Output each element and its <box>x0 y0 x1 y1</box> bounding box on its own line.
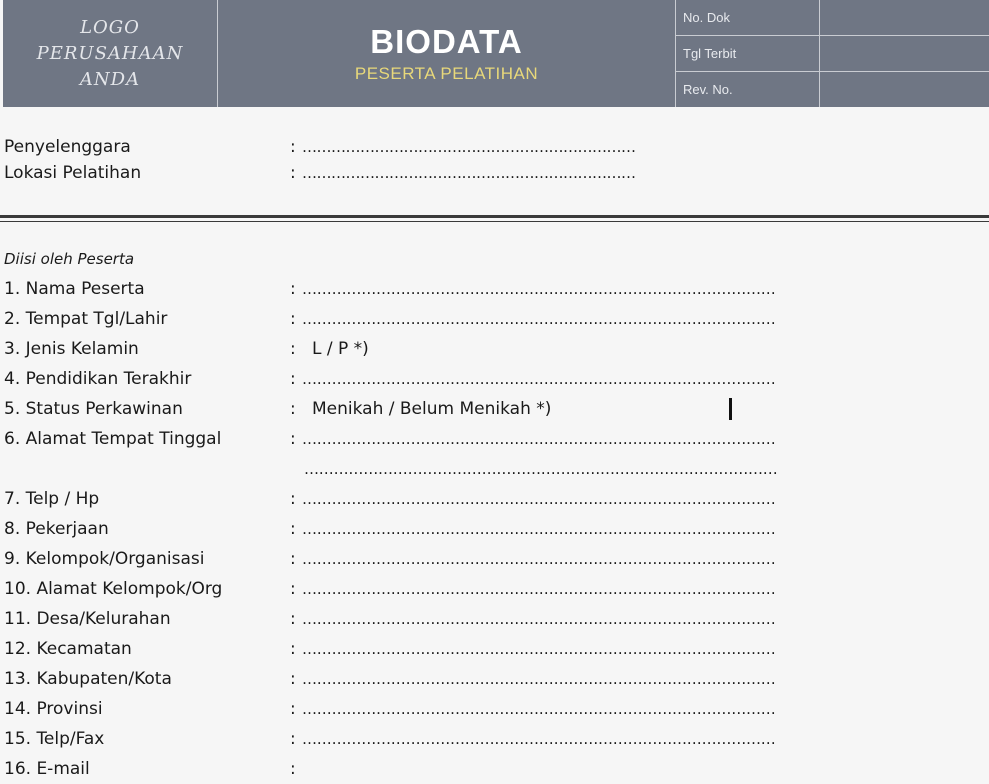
field-label: 16. E-mail <box>4 759 90 779</box>
participant-fields <box>4 274 989 784</box>
title-block <box>218 0 676 107</box>
gender-options[interactable]: L / P *) <box>312 339 369 359</box>
field-row <box>4 754 989 784</box>
field-label: 11. Desa/Kelurahan <box>4 609 171 629</box>
organizer-section <box>4 137 704 189</box>
field-colon: : <box>290 429 296 449</box>
field-label: 15. Telp/Fax <box>4 729 105 749</box>
field-row <box>4 574 989 604</box>
document-header <box>3 0 989 107</box>
fill-in-blank[interactable]: …………………………………………………………… <box>302 138 636 156</box>
field-colon: : <box>290 729 296 749</box>
fill-in-blank[interactable]: …………………………………………………………………………………… <box>302 670 776 688</box>
field-row <box>4 634 989 664</box>
field-label: 14. Provinsi <box>4 699 103 719</box>
field-row <box>4 664 989 694</box>
field-colon: : <box>290 163 296 183</box>
organizer-row <box>4 137 704 163</box>
field-label: 6. Alamat Tempat Tinggal <box>4 429 222 449</box>
field-label: 9. Kelompok/Organisasi <box>4 549 205 569</box>
fill-in-blank[interactable]: …………………………………………………………………………………… <box>302 310 776 328</box>
field-colon: : <box>290 669 296 689</box>
doc-label: Tgl Terbit <box>676 36 820 71</box>
field-label: 12. Kecamatan <box>4 639 132 659</box>
doc-row-tgl-terbit <box>676 36 989 72</box>
field-label: 10. Alamat Kelompok/Org <box>4 579 223 599</box>
fill-in-blank[interactable]: …………………………………………………………… <box>302 164 636 182</box>
fill-in-blank[interactable]: …………………………………………………………………………………… <box>302 610 776 628</box>
field-label: 2. Tempat Tgl/Lahir <box>4 309 168 329</box>
fill-in-blank[interactable]: …………………………………………………………………………………… <box>302 430 776 448</box>
field-row <box>4 364 989 394</box>
training-location-row <box>4 163 704 189</box>
doc-row-no-dok <box>676 0 989 36</box>
field-colon: : <box>290 519 296 539</box>
field-colon: : <box>290 279 296 299</box>
field-row <box>4 424 989 454</box>
field-row <box>4 604 989 634</box>
doc-label: Rev. No. <box>676 72 820 107</box>
fill-in-blank[interactable]: …………………………………………………………………………………… <box>302 520 776 538</box>
fill-in-blank[interactable]: …………………………………………………………………………………… <box>302 550 776 568</box>
field-colon: : <box>290 759 296 779</box>
section-note: Diisi oleh Peserta <box>4 250 135 268</box>
field-row <box>4 274 989 304</box>
text-cursor <box>729 398 732 420</box>
field-colon: : <box>290 549 296 569</box>
logo-line-2: PERUSAHAAN <box>36 42 184 64</box>
field-colon: : <box>290 489 296 509</box>
field-label: Lokasi Pelatihan <box>4 163 142 183</box>
document-title: BIODATA <box>370 22 523 60</box>
fill-in-blank[interactable]: …………………………………………………………………………………… <box>302 730 776 748</box>
field-colon: : <box>290 579 296 599</box>
document-subtitle: PESERTA PELATIHAN <box>354 63 539 83</box>
field-colon: : <box>290 137 296 157</box>
doc-value-field[interactable] <box>820 36 989 71</box>
field-label: 4. Pendidikan Terakhir <box>4 369 192 389</box>
doc-label: No. Dok <box>676 0 820 35</box>
fill-in-blank[interactable]: …………………………………………………………………………………… <box>302 490 776 508</box>
fill-in-blank[interactable]: …………………………………………………………………………………… <box>302 700 776 718</box>
doc-row-rev-no <box>676 72 989 107</box>
field-label: 8. Pekerjaan <box>4 519 109 539</box>
field-colon: : <box>290 309 296 329</box>
field-colon: : <box>290 339 296 359</box>
logo-line-3: ANDA <box>79 68 141 90</box>
field-row <box>4 514 989 544</box>
field-row <box>4 304 989 334</box>
field-colon: : <box>290 369 296 389</box>
marital-status-options[interactable]: Menikah / Belum Menikah *) <box>312 399 552 419</box>
company-logo-placeholder <box>3 0 218 107</box>
fill-in-blank[interactable]: …………………………………………………………………………………… <box>302 370 776 388</box>
logo-line-1: LOGO <box>80 16 140 38</box>
field-label: 5. Status Perkawinan <box>4 399 183 419</box>
double-rule-bottom <box>0 221 989 222</box>
double-rule-top <box>0 215 989 218</box>
field-row <box>4 544 989 574</box>
fill-in-blank[interactable]: …………………………………………………………………………………… <box>304 460 778 478</box>
doc-value-field[interactable] <box>820 0 989 35</box>
field-label: 7. Telp / Hp <box>4 489 100 509</box>
field-label: Penyelenggara <box>4 137 131 157</box>
field-row-continuation <box>4 454 989 484</box>
field-row <box>4 484 989 514</box>
field-row <box>4 694 989 724</box>
fill-in-blank[interactable]: …………………………………………………………………………………… <box>302 580 776 598</box>
fill-in-blank[interactable]: …………………………………………………………………………………… <box>302 280 776 298</box>
field-label: 1. Nama Peserta <box>4 279 145 299</box>
field-row <box>4 334 989 364</box>
field-colon: : <box>290 399 296 419</box>
doc-value-field[interactable] <box>820 72 989 107</box>
field-row <box>4 724 989 754</box>
fill-in-blank[interactable]: …………………………………………………………………………………… <box>302 640 776 658</box>
field-colon: : <box>290 609 296 629</box>
document-control-table <box>676 0 989 107</box>
field-row <box>4 394 989 424</box>
field-colon: : <box>290 639 296 659</box>
field-colon: : <box>290 699 296 719</box>
field-label: 13. Kabupaten/Kota <box>4 669 172 689</box>
field-label: 3. Jenis Kelamin <box>4 339 139 359</box>
